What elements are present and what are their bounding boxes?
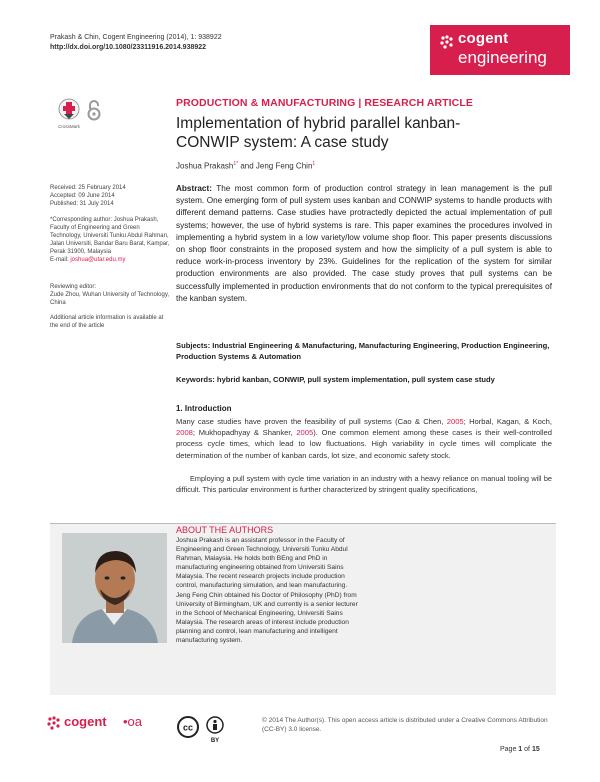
- intro-paragraph-2: Employing a pull system with cycle time variation in an industry with a heavy reliance on manual tooling will be difficult. This particular environment is further characterized by stringent quality specifications,: [176, 474, 552, 495]
- citation-text: Prakash & Chin, Cogent Engineering (2014), 1: 938922: [50, 34, 222, 41]
- cogent-oa-dots-icon: [47, 716, 61, 730]
- ref-horbal[interactable]: 2008: [176, 428, 193, 438]
- author-2[interactable]: Jeng Feng Chin: [255, 161, 313, 171]
- email-label: E-mail:: [50, 257, 71, 263]
- author-1[interactable]: Joshua Prakash: [176, 161, 234, 171]
- abstract-label: Abstract:: [176, 184, 212, 193]
- open-access-icon: [87, 99, 101, 121]
- email-link[interactable]: joshua@utar.edu.my: [70, 257, 126, 263]
- subjects: Subjects: Industrial Engineering & Manufacturing, Manufacturing Engineering, Production Engineering, Production Systems & Automation: [176, 341, 550, 361]
- cc-text: cc: [182, 722, 194, 733]
- cogent-dots-icon: [440, 35, 454, 49]
- journal-brand: [430, 25, 570, 75]
- page-total: 15: [531, 746, 540, 753]
- attribution-icon[interactable]: [205, 716, 225, 744]
- brand-cogent: cogent: [458, 30, 509, 47]
- author-conjunction: and: [238, 161, 256, 171]
- abstract: [176, 183, 552, 305]
- footer-logo-cogent: cogent: [64, 714, 107, 729]
- intro-heading: 1. Introduction: [176, 404, 232, 413]
- corresponding-text: *Corresponding author: Joshua Prakash, Faculty of Engineering and Green Technology, Universiti Tunku Abdul Rahman, Jalan Universiti, Bandar Baru Barat, Kampar, Perak 31900, Malaysia: [50, 217, 170, 255]
- reviewing-label: Reviewing editor:: [50, 284, 97, 290]
- intro-text-c: ; Mukhopadhyay & Shanker,: [192, 428, 297, 438]
- ref-cao-chen[interactable]: 2005: [446, 417, 464, 426]
- cogent-oa-logo: [47, 714, 159, 732]
- ref-mukhopadhyay[interactable]: 2005: [296, 428, 314, 438]
- reviewing-editor: [50, 283, 170, 307]
- about-divider: [50, 523, 556, 524]
- corresponding-author: [50, 216, 170, 264]
- article-title: Implementation of hybrid parallel kanban-CONWIP system: A case study: [176, 115, 461, 151]
- doi-link[interactable]: http://dx.doi.org/10.1080/23311916.2014.938922: [50, 44, 207, 51]
- article-dates: [50, 184, 170, 208]
- svg-text:CrossMark: CrossMark: [58, 124, 80, 129]
- email-line: [50, 256, 170, 264]
- intro-text-a: Many case studies have proven the feasibility of pull systems (Cao & Chen,: [176, 417, 447, 426]
- page-current: 1: [518, 746, 523, 753]
- intro-text-b: ; Horbal, Kagan, & Koch,: [463, 417, 552, 426]
- footer-logo-oa: •oa: [123, 714, 143, 729]
- page-number: [500, 746, 540, 753]
- additional-info: Additional article information is available at the end of the article: [50, 315, 164, 329]
- keywords: Keywords: hybrid kanban, CONWIP, pull system implementation, pull system case study: [176, 375, 495, 384]
- by-text: BY: [210, 738, 220, 744]
- abstract-text: The most common form of production control strategy in lean management is the pull system. One emerging form of pull system uses kanban and CONWIP systems to handle products with different demand patterns. Case studies have protractedly depicted the actual implementation of pull systems; however, the use of hybrid systems is rare. This paper examines the procedures involved in implementing a hybrid system in a low variety/low volume shop floor. This paper presents discussions on shop floor constraints in the proposed system and how the simplicity of a pull system is able to reduce work-in-process inventory by 23%. Guidelines for the replication of the system for similar production environments are also provided. The case study proves that pull systems can be successfully implemented in production environments that do not conform to the typical prerequisites of the kanban system.: [176, 184, 552, 303]
- author-line: [176, 161, 315, 171]
- page-label: Page: [500, 746, 519, 753]
- citation-header: [50, 33, 222, 53]
- brand-engineering: engineering: [458, 48, 547, 67]
- author-photo: [62, 533, 167, 643]
- date-accepted: Accepted: 09 June 2014: [50, 193, 115, 199]
- creative-commons-icon[interactable]: [177, 716, 199, 738]
- date-published: Published: 31 July 2014: [50, 201, 114, 207]
- about-text: [176, 536, 361, 645]
- about-heading: ABOUT THE AUTHORS: [176, 525, 274, 535]
- editor-name: Zude Zhou, Wuhan University of Technology, China: [50, 292, 170, 306]
- license-text: © 2014 The Author(s). This open access article is distributed under a Creative Commons Attribution (CC-BY) 3.0 license.: [262, 717, 548, 733]
- crossmark-icon[interactable]: [57, 98, 81, 130]
- date-received: Received: 25 February 2014: [50, 185, 126, 191]
- about-author-2: Jeng Feng Chin obtained his Doctor of Philosophy (PhD) from University of Birmingham, UK and currently is a senior lecturer in the School of Mechanical Engineering, Universiti Sains Malaysia. The research areas of interest include production planning and control, lean manufacturing and intelligent manufacturing system.: [176, 591, 358, 645]
- intro-text-d: ). One common element among these cases is their well-controlled process cycle times, which lead to low fluctuations. High variability in cycle times will complicate the determination of the number of kanban cards, lot size, and economic safety stock.: [176, 428, 552, 460]
- author-portrait-icon: [62, 533, 167, 643]
- page-of: of: [522, 746, 532, 753]
- author-2-affiliation: 1: [312, 161, 316, 167]
- author-1-affiliation: 1*: [233, 161, 239, 167]
- intro-paragraph-1: [176, 416, 552, 461]
- section-label: PRODUCTION & MANUFACTURING | RESEARCH ARTICLE: [176, 97, 473, 109]
- about-author-1: Joshua Prakash is an assistant professor in the Faculty of Engineering and Green Technology, Universiti Tunku Abdul Rahman, Malaysia. He holds both BEng and PhD in manufacturing engineering obtained from Universiti Sains Malaysia. The recent research projects include production control, manufacturing simulation, and lean manufacturing.: [176, 537, 348, 590]
